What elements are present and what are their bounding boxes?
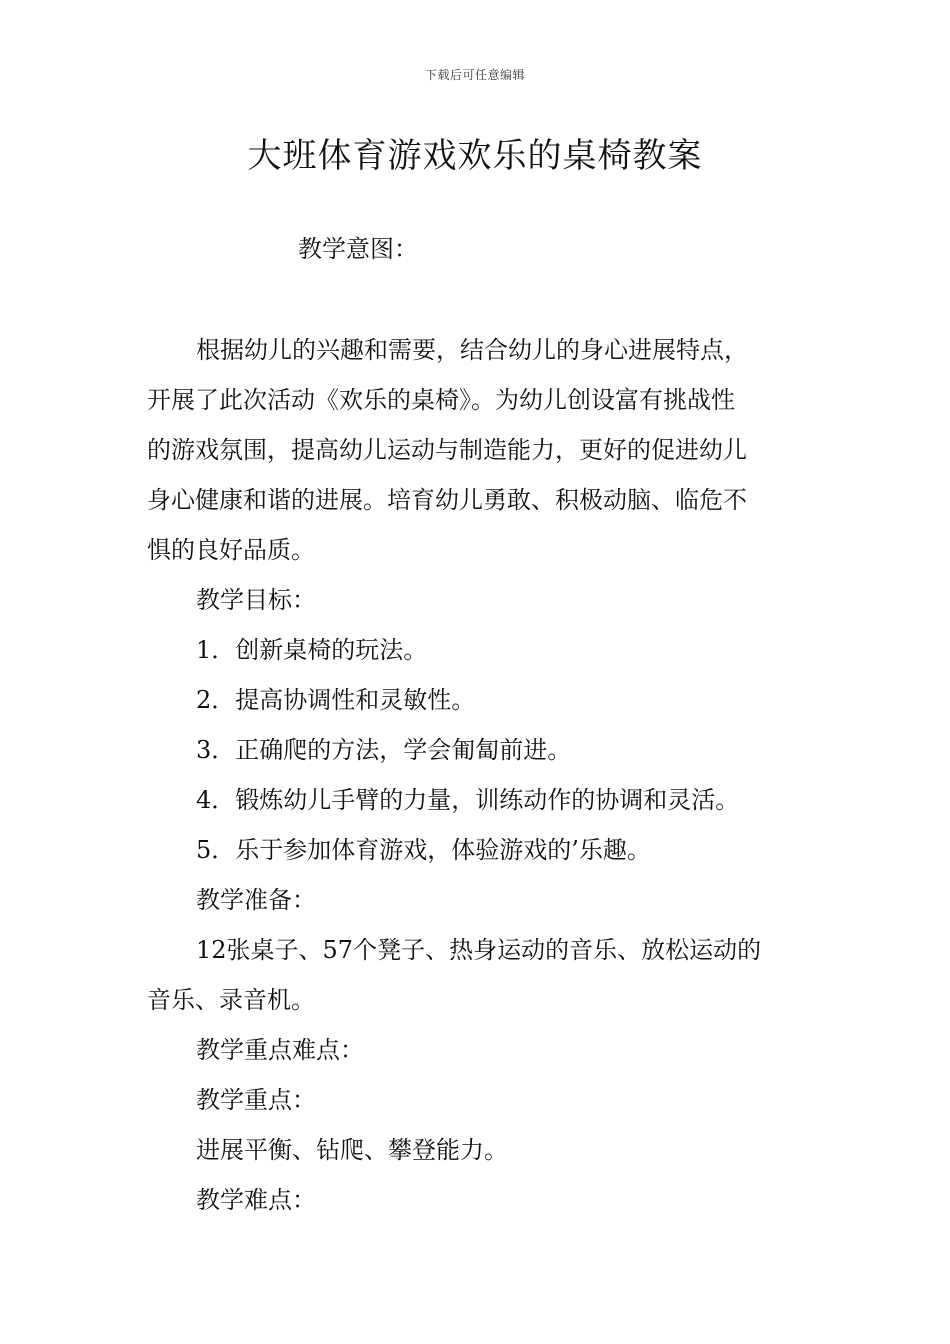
goal-item: 1．创新桌椅的玩法。 (196, 636, 428, 664)
header-note: 下载后可任意编辑 (424, 68, 525, 82)
intent-paragraph-line: 根据幼儿的兴趣和需要，结合幼儿的身心进展特点， (196, 336, 748, 364)
goal-item: 4．锻炼幼儿手臂的力量，训练动作的协调和灵活。 (196, 786, 740, 814)
intent-paragraph-line: 身心健康和谐的进展。培育幼儿勇敢、积极动脑、临危不 (147, 486, 747, 514)
intent-paragraph-line: 的游戏氛围，提高幼儿运动与制造能力，更好的促进幼儿 (147, 436, 747, 464)
keypoints-heading: 教学重点难点： (196, 1036, 364, 1064)
intent-heading: 教学意图： (298, 235, 418, 263)
key-text: 进展平衡、钻爬、攀登能力。 (196, 1136, 508, 1164)
goal-item: 5．乐于参加体育游戏，体验游戏的’乐趣。 (196, 836, 651, 864)
intent-paragraph-line: 惧的良好品质。 (147, 536, 315, 564)
goal-item: 3．正确爬的方法，学会匍匐前进。 (196, 736, 572, 764)
difficulty-heading: 教学难点： (196, 1186, 316, 1214)
prep-paragraph-line: 音乐、录音机。 (147, 986, 315, 1014)
intent-paragraph-line: 开展了此次活动《欢乐的桌椅》。为幼儿创设富有挑战性 (147, 386, 735, 414)
key-heading: 教学重点： (196, 1086, 316, 1114)
document-title: 大班体育游戏欢乐的桌椅教案 (247, 136, 703, 176)
prep-paragraph-line: 12张桌子、57个凳子、热身运动的音乐、放松运动的 (196, 936, 762, 964)
goals-heading: 教学目标： (196, 586, 316, 614)
goal-item: 2．提高协调性和灵敏性。 (196, 686, 476, 714)
prep-heading: 教学准备： (196, 886, 316, 914)
